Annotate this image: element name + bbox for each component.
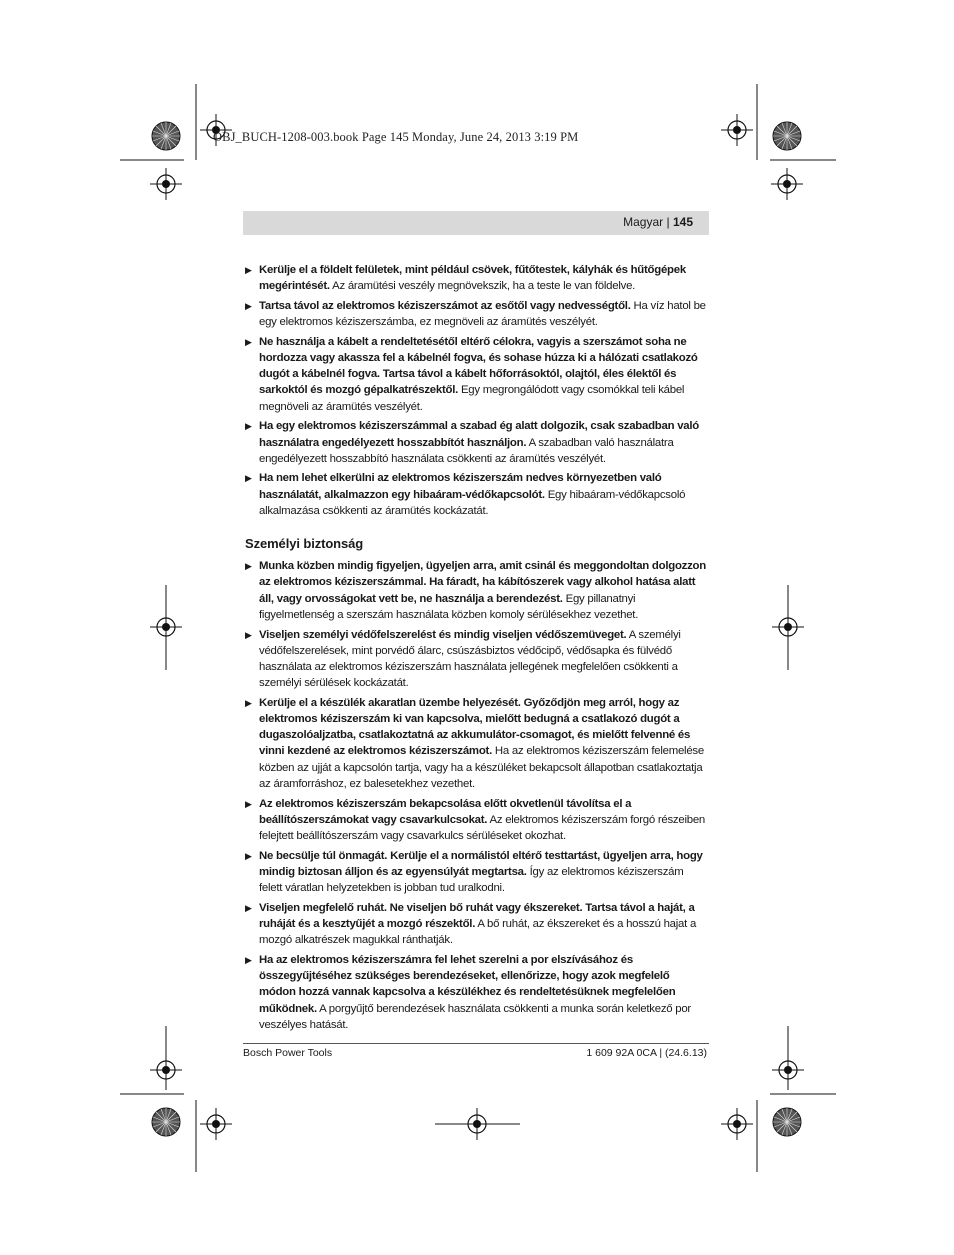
header-text [623,215,693,229]
list-item [245,470,709,519]
list-item [245,298,709,330]
list-item [245,848,709,897]
item-text: Ha víz hatol be egy elektromos kéziszerszámba, ez megnöveli az áramütés veszélyét. [259,299,706,329]
section-title: Személyi biztonság [245,536,364,552]
item-text: Így az elektromos kéziszerszám felett váratlan helyzetekben is jobban tud uralkodni. [259,865,684,895]
item-text: A bő ruhát, az ékszereket és a hosszú hajat a mozgó alkatrészek magukkal ránthatják. [259,918,697,947]
item-text: Egy megrongálódott vagy csomókkal teli kábel megnöveli az áramütés veszélyét. [259,384,685,413]
items-top [245,262,709,519]
bullet-icon: ▶ [245,421,252,432]
item-text: A porgyűjtő berendezések használata csökkenti a munka során keletkező por veszélyes hatását. [259,1002,691,1031]
bullet-icon: ▶ [245,850,252,861]
item-bold: Tartsa távol az elektromos kéziszerszámot az esőtől vagy nedvességtől. [259,299,631,312]
list-item [245,262,709,294]
item-text: A személyi védőfelszerelések, mint porvédő álarc, csúszásbiztos védőcipő, védősapka és fülvédő használata az elektromos kéziszerszám használata jellegének megfelelően csökkenti a személyi sérülések kockázatát. [259,628,681,690]
header-page-number: 145 [672,215,693,229]
item-bold: Ne használja a kábelt a rendeltetésétől eltérő célokra, vagyis a szerszámot soha ne hordozza vagy akassza fel a kábelnél fogva, és sohase húzza ki a hálózati csatlakozó dugót a kábelnél fogva. Tartsa távol a kábelt hőforrásoktól, olajtól, éles élektől és sarkoktól és mozgó gépalkatrészektől. [259,335,698,397]
item-text: Ha az elektromos kéziszerszám felemelése közben az ujját a kapcsolón tartja, vagy ha a készüléket bekapcsolt állapotban csatlakoztatja az áramforráshoz, ez balesetekhez vezethet. [259,745,704,790]
item-bold: Viseljen személyi védőfelszerelést és mindig viseljen védőszemüveget. [259,628,627,641]
item-text: A szabadban való használatra engedélyezett hosszabbító használata csökkenti az áramütés veszélyét. [259,436,674,465]
item-bold: Ha egy elektromos kéziszerszámmal a szabad ég alatt dolgozik, csak szabadban való használatra engedélyezett hosszabbítót használjon. [259,420,699,449]
bullet-icon: ▶ [245,561,252,572]
list-item [245,627,709,692]
main-content [245,262,709,1036]
footer-code: 1 609 92A 0CA | (24.6.13) [586,1047,707,1059]
footer-brand: Bosch Power Tools [243,1047,333,1059]
list-item [245,796,709,845]
item-bold: Ne becsülje túl önmagát. Kerülje el a normálistól eltérő testtartást, ügyeljen arra, hogy mindig biztosan álljon és az egyensúlyát megtartsa. [259,849,703,878]
bullet-icon: ▶ [245,336,252,347]
print-slug: OBJ_BUCH-1208-003.book Page 145 Monday, June 24, 2013 3:19 PM [213,130,579,144]
footer-rule [243,1043,709,1044]
page-header [243,211,709,235]
item-bold: Az elektromos kéziszerszám bekapcsolása előtt okvetlenül távolítsa el a beállítószerszámokat vagy csavarkulcsokat. [259,797,632,826]
item-text: Egy hibaáram-védőkapcsoló alkalmazása csökkenti az áramütés kockázatát. [259,488,686,517]
item-bold: Viseljen megfelelő ruhát. Ne viseljen bő ruhát vagy ékszereket. Tartsa távol a haját, a ruháját és a kesztyűjét a mozgó részektől. [259,901,695,931]
bullet-icon: ▶ [245,473,252,484]
item-bold: Kerülje el a földelt felületek, mint például csövek, fűtőtestek, kályhák és hűtőgépek megérintését. [259,264,686,293]
item-bold: Kerülje el a készülék akaratlan üzembe helyezését. Győződjön meg arról, hogy az elektromos kéziszerszám ki van kapcsolva, mielőtt bedugná a csatlakozó dugót a dugaszolóaljzatba, csatlakoztatná az akkumulátor-csomagot, és mielőtt felvenné és vinni kezdené az elektromos kéziszerszámot. [259,696,691,758]
items-section [245,558,709,1033]
header-language: Magyar [623,215,664,229]
bullet-icon: ▶ [245,629,252,640]
bullet-icon: ▶ [245,300,252,311]
list-item [245,558,709,623]
list-item [245,334,709,415]
item-bold: Ha nem lehet elkerülni az elektromos kéziszerszám nedves környezetben való használatát, alkalmazzon egy hibaáram-védőkapcsolót. [259,472,662,501]
header-separator: | [666,215,670,229]
item-text: Az áramütési veszély megnövekszik, ha a teste le van földelve. [329,280,636,293]
bullet-icon: ▶ [245,954,252,965]
list-item [245,695,709,792]
item-bold: Munka közben mindig figyeljen, ügyeljen arra, amit csinál és meggondoltan dolgozzon az elektromos kéziszerszámmal. Ha fáradt, ha kábítószerek vagy alkohol hatása alatt áll, vagy orvosságokat vett be, ne használja a berendezést. [259,560,706,605]
list-item [245,418,709,467]
bullet-icon: ▶ [245,798,252,809]
item-bold: Ha az elektromos kéziszerszámra fel lehet szerelni a por elszívásához és összegyűjtéséhez szükséges berendezéseket, ellenőrizze, hogy azok megfelelő módon hozzá vannak kapcsolva a készülékhez és rendeltetésüknek megfelelően működnek. [259,953,676,1015]
item-text: Egy pillanatnyi figyelmetlenség a szerszám használata közben komoly sérülésekhez vezethet. [259,592,639,621]
list-item [245,900,709,949]
item-text: Az elektromos kéziszerszám forgó részeiben felejtett beállítószerszám vagy csavarkulcs sérüléseket okozhat. [259,813,705,842]
list-item [245,952,709,1033]
bullet-icon: ▶ [245,902,252,913]
bullet-icon: ▶ [245,265,252,275]
bullet-icon: ▶ [245,697,252,708]
